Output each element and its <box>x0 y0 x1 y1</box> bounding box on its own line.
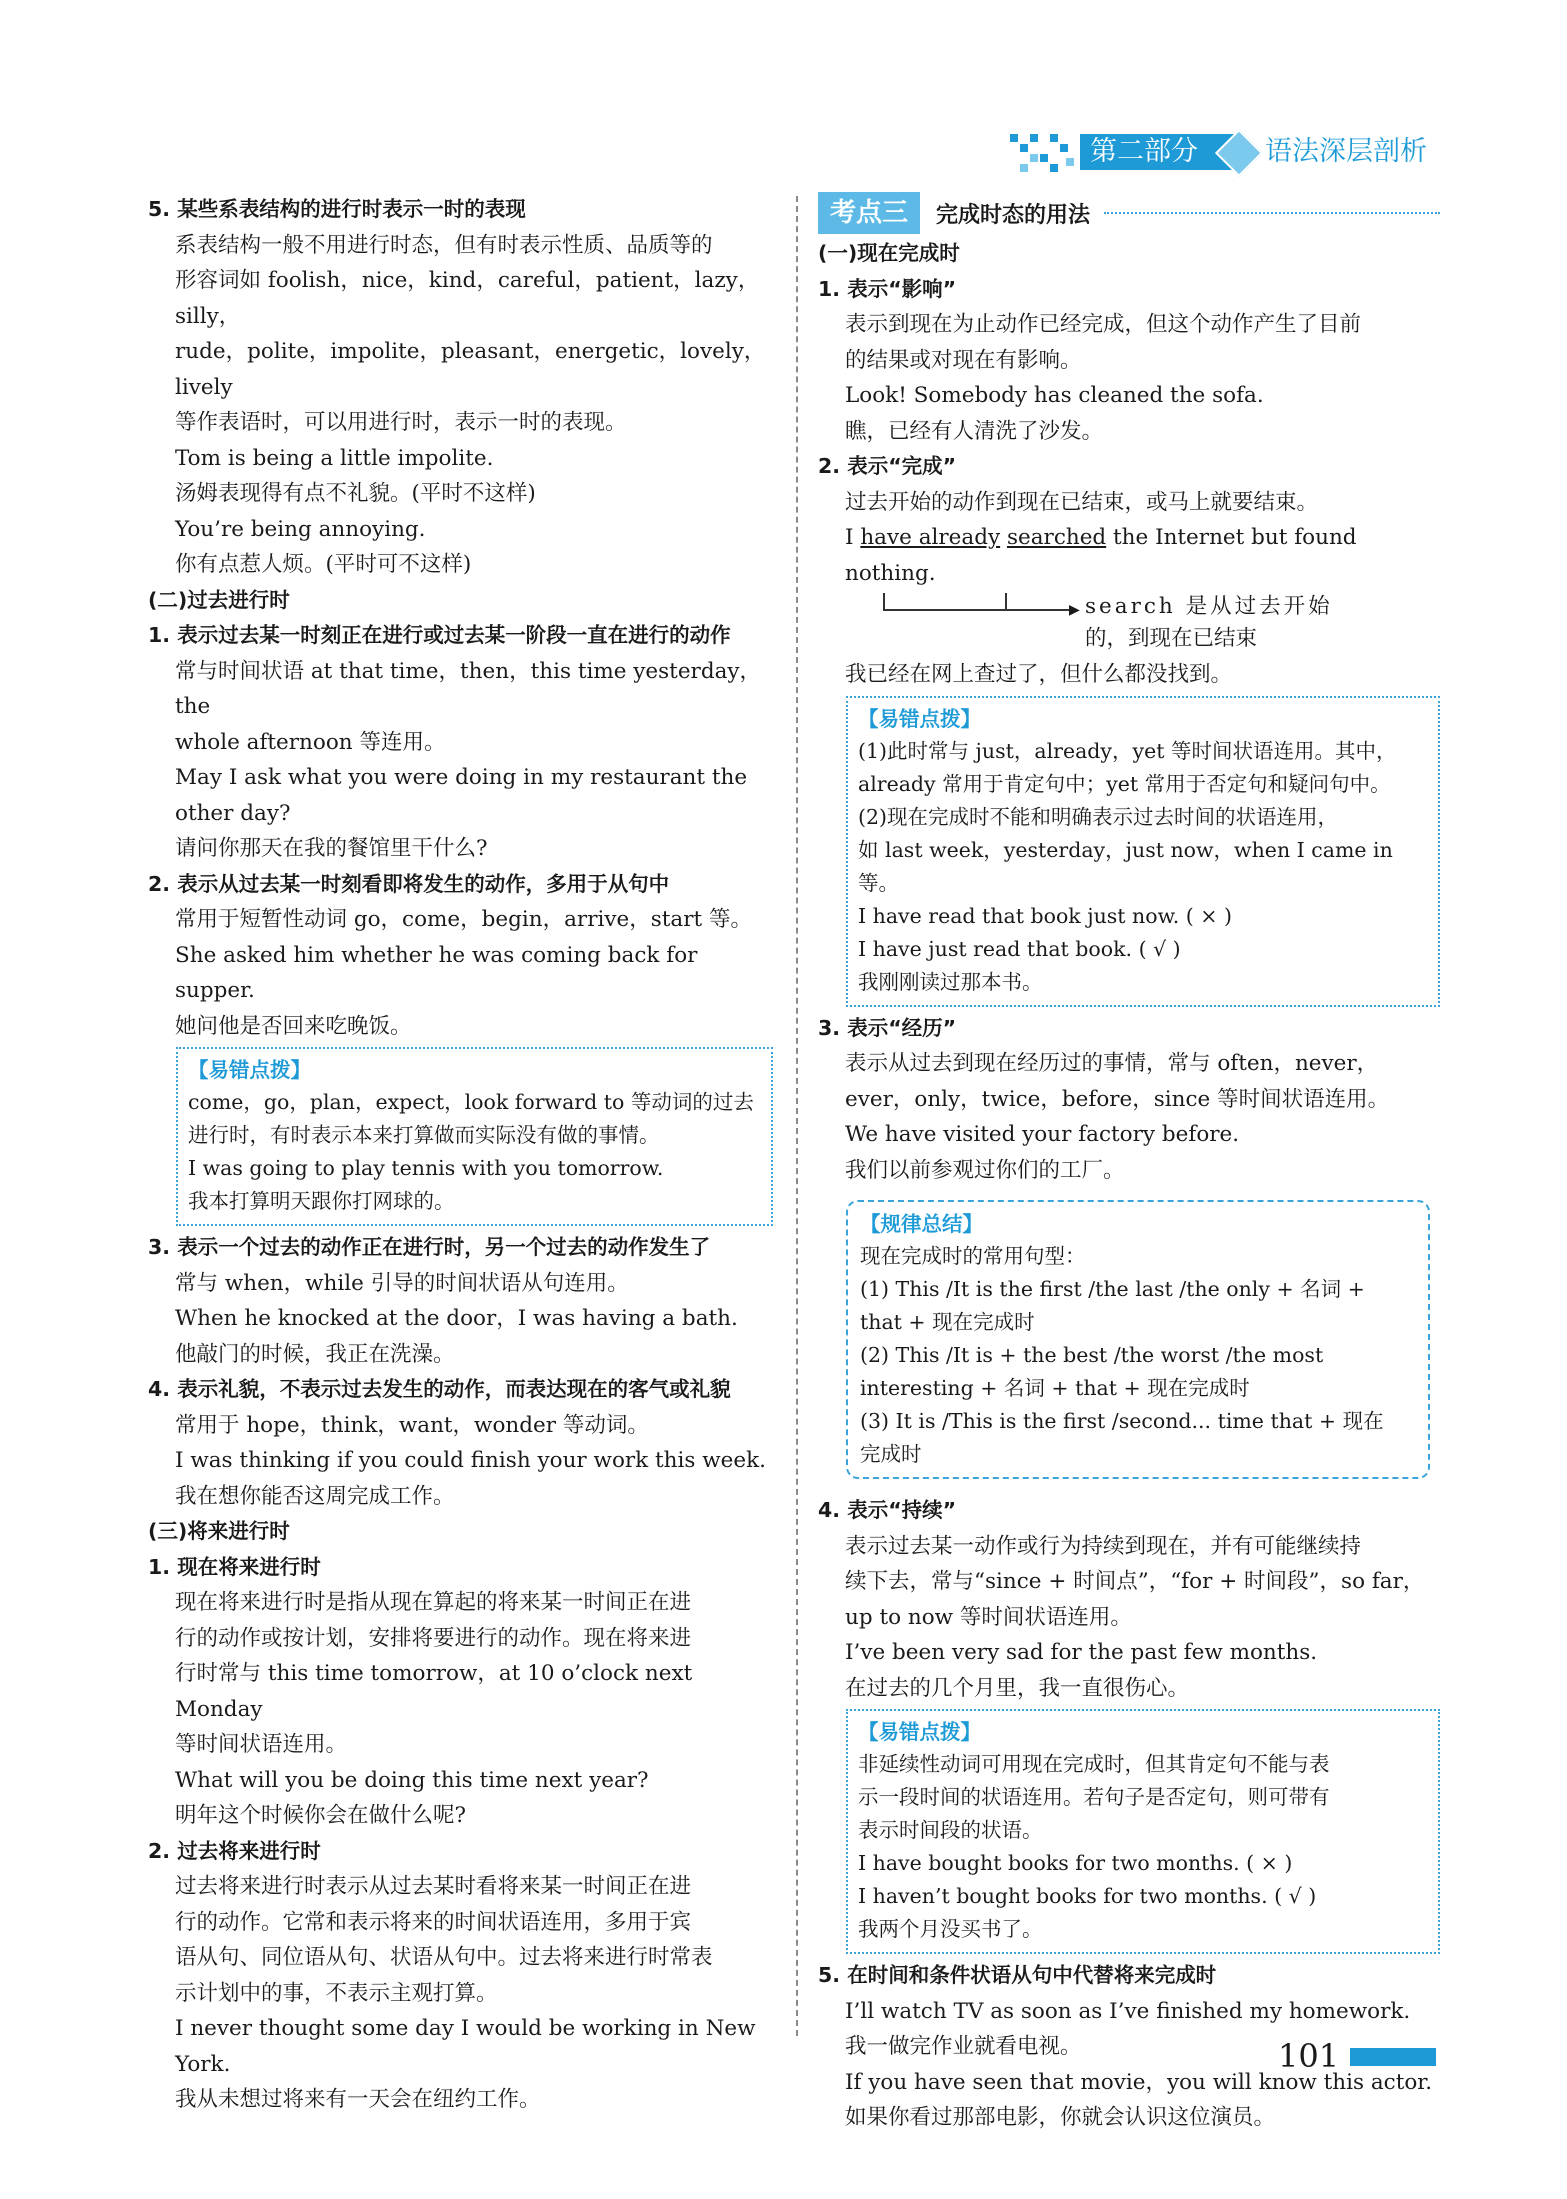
body-line: 行的动作。它常和表示将来的时间状语连用，多用于宾 <box>175 1909 692 1935</box>
tip-line: come，go，plan，expect，look forward to 等动词的过去 <box>188 1090 754 1114</box>
page-number-bar <box>1350 2048 1436 2066</box>
annotation-text: search 是从过去开始 <box>1085 594 1333 619</box>
tip-line: already 常用于肯定句中；yet 常用于否定句和疑问句中。 <box>858 771 1391 796</box>
body-line: 常与时间状语 at that time，then，this time yesterday，the <box>175 658 762 719</box>
summary-title: 【规律总结】 <box>860 1212 983 1236</box>
dotted-rule <box>1104 212 1440 214</box>
example-line: Tom is being a little impolite. <box>175 445 494 471</box>
body-line: 的结果或对现在有影响。 <box>845 347 1082 373</box>
body-line: 示计划中的事，不表示主观打算。 <box>175 1980 498 2006</box>
section-heading: 1. 表示过去某一时刻正在进行或过去某一阶段一直在进行的动作 <box>148 623 731 647</box>
tip-title: 【易错点拨】 <box>858 706 981 731</box>
subsection-heading: (二)过去进行时 <box>148 587 290 612</box>
tip-line: I have bought books for two months. ( × ) <box>858 1851 1293 1875</box>
example-line: When he knocked at the door，I was having a bath. <box>175 1306 738 1331</box>
subsection-heading: (一)现在完成时 <box>818 241 960 265</box>
example-line: I never thought some day I would be working in New York. <box>175 2016 756 2077</box>
body-line: 常用于 hope，think，want，wonder 等动词。 <box>175 1412 649 1438</box>
example-line: 你有点惹人烦。(平时可不这样) <box>175 552 472 577</box>
body-line: 表示从过去到现在经历过的事情，常与 often，never， <box>845 1051 1379 1076</box>
example-line: 我从未想过将来有一天会在纽约工作。 <box>175 2087 541 2112</box>
annotation-text: 的，到现在已结束 <box>1085 626 1258 651</box>
summary-box <box>846 1200 1430 1479</box>
body-line: 过去开始的动作到现在已结束，或马上就要结束。 <box>845 489 1319 515</box>
header-title: 语法深层剖析 <box>1265 136 1427 167</box>
example-line: 在过去的几个月里，我一直很伤心。 <box>845 1675 1190 1701</box>
section-heading: 2. 表示从过去某一时刻看即将发生的动作，多用于从句中 <box>148 871 670 896</box>
summary-line: (2) This /It is + the best /the worst /the most <box>860 1343 1324 1367</box>
underlined-text: searched <box>1006 525 1107 550</box>
example-line: 我们以前参观过你们的工厂。 <box>845 1157 1125 1183</box>
tip-title: 【易错点拨】 <box>858 1720 981 1744</box>
bracket-tick <box>1005 593 1007 609</box>
example-text: the Internet but found nothing. <box>845 525 1357 586</box>
tip-line: 我两个月没买书了。 <box>858 1917 1043 1941</box>
example-line: Look! Somebody has cleaned the sofa. <box>845 383 1264 408</box>
tip-line: 示一段时间的状语连用。若句子是否定句，则可带有 <box>858 1785 1330 1809</box>
key-point-title: 完成时态的用法 <box>936 202 1091 228</box>
body-line: 系表结构一般不用进行时态，但有时表示性质、品质等的 <box>175 232 713 258</box>
example-line: She asked him whether he was coming back for supper. <box>175 942 698 1003</box>
example-line: 我一做完作业就看电视。 <box>845 2034 1082 2059</box>
section-heading: 4. 表示“持续” <box>818 1498 957 1522</box>
example-line: 如果你看过那部电影，你就会认识这位演员。 <box>845 2105 1276 2130</box>
body-line: up to now 等时间状语连用。 <box>845 1604 1132 1630</box>
tip-box <box>176 1047 773 1226</box>
tip-box <box>846 1709 1440 1954</box>
body-line: ever，only，twice，before，since 等时间状语连用。 <box>845 1086 1390 1112</box>
bracket-line <box>883 593 1071 611</box>
summary-line: 现在完成时的常用句型： <box>860 1244 1086 1268</box>
key-point-heading <box>818 192 1440 234</box>
section-heading: 5. 某些系表结构的进行时表示一时的表现 <box>148 197 526 221</box>
body-line: rude，polite，impolite，pleasant，energetic，lovely，lively <box>175 339 766 400</box>
tip-line: 非延续性动词可用现在完成时，但其肯定句不能与表 <box>858 1752 1330 1776</box>
example-line: 请问你那天在我的餐馆里干什么? <box>175 836 488 861</box>
tip-line: 表示时间段的状语。 <box>858 1818 1043 1842</box>
section-heading: 3. 表示“经历” <box>818 1015 957 1040</box>
summary-line: interesting + 名词 + that + 现在完成时 <box>860 1376 1250 1400</box>
page-number: 101 <box>1278 2037 1340 2075</box>
body-line: 行时常与 this time tomorrow，at 10 o’clock next Monday <box>175 1661 693 1722</box>
tip-line: (1)此时常与 just，already，yet 等时间状语连用。其中， <box>858 738 1397 763</box>
body-line: whole afternoon 等连用。 <box>175 729 446 755</box>
body-line: 过去将来进行时表示从过去某时看将来某一时间正在进 <box>175 1874 692 1899</box>
body-line: 表示到现在为止动作已经完成，但这个动作产生了目前 <box>845 312 1362 337</box>
section-heading: 2. 表示“完成” <box>818 454 957 478</box>
example-line: 我已经在网上查过了，但什么都没找到。 <box>845 662 1233 687</box>
example-line: 汤姆表现得有点不礼貌。(平时不这样) <box>175 481 536 506</box>
summary-line: (3) It is /This is the first /second... time that + 现在 <box>860 1409 1384 1433</box>
example-line: We have visited your factory before. <box>845 1122 1240 1147</box>
body-line: 形容词如 foolish，nice，kind，careful，patient，lazy，silly， <box>175 268 760 329</box>
tip-line: 如 last week，yesterday，just now，when I came in 等。 <box>858 837 1393 895</box>
example-line: 她问他是否回来吃晚饭。 <box>175 1013 412 1039</box>
tip-line: I was going to play tennis with you tomorrow. <box>188 1156 664 1180</box>
example-line: 他敲门的时候，我正在洗澡。 <box>175 1341 455 1367</box>
section-heading: 5. 在时间和条件状语从句中代替将来完成时 <box>818 1963 1217 1987</box>
tip-box <box>846 696 1440 1007</box>
tip-line: (2)现在完成时不能和明确表示过去时间的状语连用， <box>858 804 1339 829</box>
pixel-decoration-icon <box>1010 130 1076 174</box>
example-line: May I ask what you were doing in my restaurant the <box>175 765 748 790</box>
body-line: 等作表语时，可以用进行时，表示一时的表现。 <box>175 410 627 435</box>
body-line: 行的动作或按计划，安排将要进行的动作。现在将来进 <box>175 1625 692 1651</box>
example-line: If you have seen that movie，you will know this actor. <box>845 2069 1433 2095</box>
section-label: 第二部分 <box>1080 134 1238 170</box>
body-line: 续下去，常与“since + 时间点”，“for + 时间段”，so far， <box>845 1569 1425 1594</box>
example-line: 瞧，已经有人清洗了沙发。 <box>845 418 1104 444</box>
tip-line: I haven’t bought books for two months. ( √ ) <box>858 1884 1317 1908</box>
tip-line: 我刚刚读过那本书。 <box>858 969 1043 994</box>
body-line: 常与 when，while 引导的时间状语从句连用。 <box>175 1270 629 1296</box>
body-line: 常用于短暂性动词 go，come，begin，arrive，start 等。 <box>175 907 752 932</box>
section-heading: 1. 现在将来进行时 <box>148 1554 321 1579</box>
example-line <box>818 520 1440 591</box>
right-column <box>818 192 1440 2136</box>
arrow-right-icon: ▶ <box>1069 602 1080 618</box>
body-line: 表示过去某一动作或行为持续到现在，并有可能继续持 <box>845 1533 1362 1559</box>
example-line: I was thinking if you could finish your work this week. <box>175 1448 766 1473</box>
key-point-badge: 考点三 <box>818 192 920 234</box>
example-text <box>1000 525 1007 550</box>
left-column <box>148 192 773 2118</box>
example-line: I’ll watch TV as soon as I’ve finished my homework. <box>845 1998 1411 2024</box>
tip-line: 进行时，有时表示本来打算做而实际没有做的事情。 <box>188 1123 660 1147</box>
body-line: 现在将来进行时是指从现在算起的将来某一时间正在进 <box>175 1590 692 1615</box>
example-line: You’re being annoying. <box>175 516 426 542</box>
section-header <box>1010 128 1450 176</box>
underlined-text: have already <box>860 525 1001 550</box>
example-line: other day? <box>175 800 291 826</box>
tip-line: I have read that book just now. ( × ) <box>858 903 1232 928</box>
tip-line: I have just read that book. ( √ ) <box>858 936 1181 961</box>
summary-line: that + 现在完成时 <box>860 1310 1035 1334</box>
tip-title: 【易错点拨】 <box>188 1058 311 1082</box>
example-line: 我在想你能否这周完成工作。 <box>175 1483 455 1509</box>
subsection-heading: (三)将来进行时 <box>148 1519 290 1543</box>
example-text: I <box>845 525 861 550</box>
body-line: 语从句、同位语从句、状语从句中。过去将来进行时常表 <box>175 1945 713 1970</box>
section-heading: 1. 表示“影响” <box>818 276 957 301</box>
section-heading: 4. 表示礼貌，不表示过去发生的动作，而表达现在的客气或礼貌 <box>148 1377 731 1401</box>
section-heading: 3. 表示一个过去的动作正在进行时，另一个过去的动作发生了 <box>148 1235 711 1259</box>
column-divider <box>796 196 798 2036</box>
summary-line: 完成时 <box>860 1442 922 1466</box>
example-line: I’ve been very sad for the past few months. <box>845 1640 1318 1665</box>
annotation <box>845 591 1440 657</box>
tip-line: 我本打算明天跟你打网球的。 <box>188 1189 455 1213</box>
example-line: 明年这个时候你会在做什么呢? <box>175 1803 467 1828</box>
summary-line: (1) This /It is the first /the last /the only + 名词 + <box>860 1277 1365 1301</box>
body-line: 等时间状语连用。 <box>175 1732 348 1757</box>
section-heading: 2. 过去将来进行时 <box>148 1838 321 1863</box>
example-line: What will you be doing this time next year? <box>175 1767 649 1793</box>
